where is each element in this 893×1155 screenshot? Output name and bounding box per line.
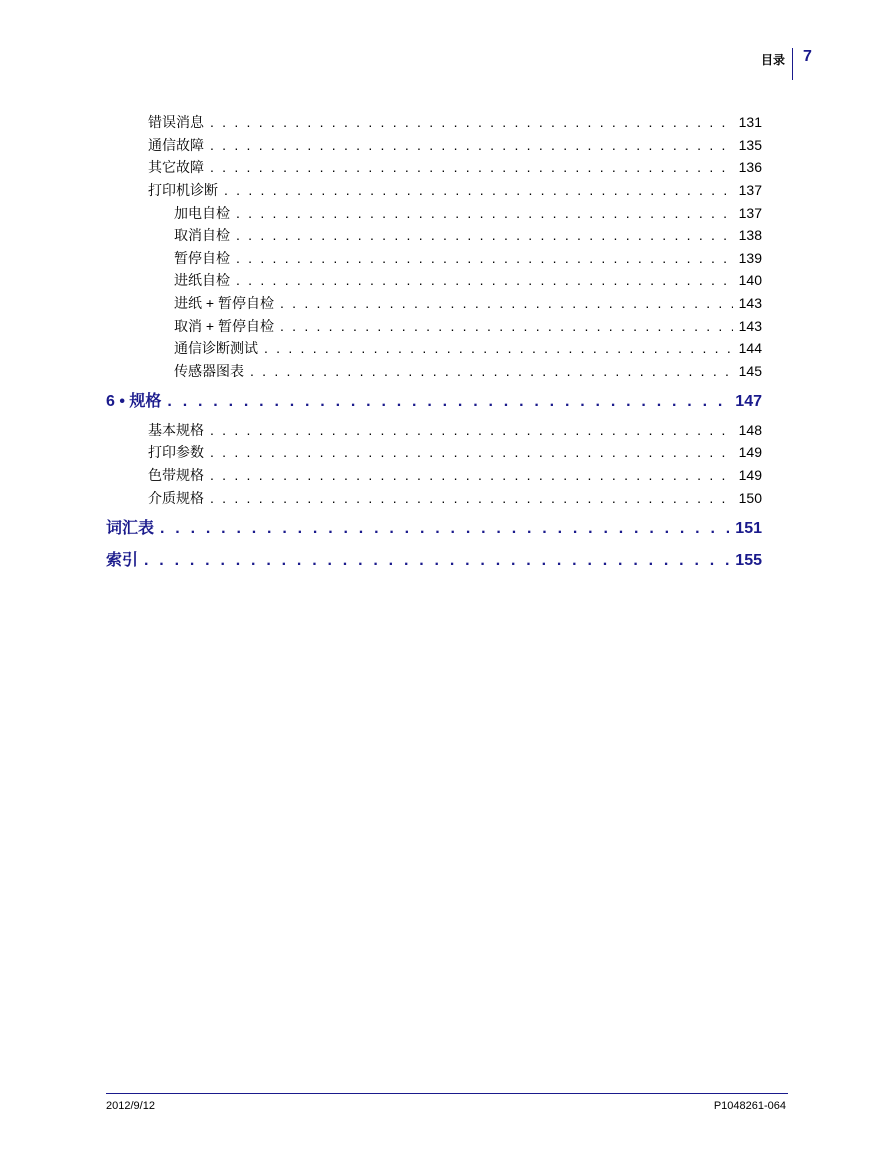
- header-page-number: 7: [803, 48, 812, 65]
- footer-divider: [106, 1093, 788, 1094]
- toc-entry-title: 基本规格: [148, 422, 204, 438]
- toc-entry-title: 通信诊断测试: [174, 340, 258, 356]
- toc-entry[interactable]: [148, 442, 762, 462]
- toc-chapter-entry[interactable]: [106, 391, 762, 413]
- toc-leader: [280, 293, 733, 313]
- toc-entry-title: 取消 + 暂停自检: [174, 318, 274, 334]
- toc-leader: [210, 442, 733, 462]
- header-section-title: 目录: [760, 53, 785, 67]
- toc-chapter-title: 词汇表: [106, 520, 155, 537]
- toc-entry-page: 137: [738, 182, 762, 198]
- toc-chapter-page: 155: [735, 552, 762, 569]
- toc-entry-page: 135: [738, 137, 762, 153]
- toc-entry[interactable]: [148, 488, 762, 508]
- toc-entry-title: 错误消息: [148, 114, 204, 130]
- toc-entry-title: 传感器图表: [174, 363, 244, 379]
- toc-chapter-page: 147: [735, 393, 762, 410]
- toc-entry-title: 进纸 + 暂停自检: [174, 295, 274, 311]
- toc-chapter-entry[interactable]: [106, 550, 762, 572]
- toc-entry-page: 138: [738, 227, 762, 243]
- toc-leader: [210, 157, 733, 177]
- toc-leader: [167, 391, 729, 413]
- header-divider: [792, 48, 793, 80]
- toc-entry-page: 149: [738, 467, 762, 483]
- toc-entry-title: 加电自检: [174, 205, 230, 221]
- toc-chapter-title: 6 • 规格: [106, 393, 162, 410]
- toc-entry-page: 149: [738, 444, 762, 460]
- toc-chapter-page: 151: [735, 520, 762, 537]
- toc-entry-page: 137: [738, 205, 762, 221]
- toc-entry-page: 144: [738, 340, 762, 356]
- toc-leader: [280, 316, 733, 336]
- toc-entry-page: 136: [738, 159, 762, 175]
- toc-leader: [236, 270, 733, 290]
- toc-entry-title: 打印机诊断: [148, 182, 218, 198]
- toc-entry[interactable]: [148, 157, 762, 177]
- toc-entry-page: 150: [738, 490, 762, 506]
- toc-entry[interactable]: [174, 248, 762, 268]
- toc-entry-page: 145: [738, 363, 762, 379]
- toc-entry-title: 打印参数: [148, 444, 204, 460]
- toc-leader: [210, 420, 733, 440]
- toc-entry-page: 143: [738, 318, 762, 334]
- toc-chapter-entry[interactable]: [106, 518, 762, 540]
- toc-leader: [264, 338, 733, 358]
- footer-date: 2012/9/12: [106, 1100, 155, 1112]
- toc-entry-title: 色带规格: [148, 467, 204, 483]
- toc-leader: [224, 180, 733, 200]
- toc-entry[interactable]: [174, 361, 762, 381]
- toc-entry[interactable]: [148, 180, 762, 200]
- toc-entry[interactable]: [174, 270, 762, 290]
- toc-leader: [144, 550, 729, 572]
- toc-leader: [250, 361, 733, 381]
- toc-entry[interactable]: [174, 225, 762, 245]
- toc-leader: [160, 518, 729, 540]
- toc-entry[interactable]: [148, 420, 762, 440]
- toc-entry[interactable]: [174, 203, 762, 223]
- toc-entry-page: 143: [738, 295, 762, 311]
- toc-leader: [236, 248, 733, 268]
- toc-entry[interactable]: [148, 465, 762, 485]
- footer-doc-number: P1048261-064: [713, 1100, 786, 1112]
- toc-leader: [210, 488, 733, 508]
- toc-entry-title: 通信故障: [148, 137, 204, 153]
- toc-entry[interactable]: [174, 316, 762, 336]
- toc-entry-page: 131: [738, 114, 762, 130]
- toc-entry-title: 暂停自检: [174, 250, 230, 266]
- toc-entry[interactable]: [174, 338, 762, 358]
- toc-entry-title: 介质规格: [148, 490, 204, 506]
- toc-entry[interactable]: [148, 135, 762, 155]
- toc-leader: [236, 203, 733, 223]
- toc-leader: [236, 225, 733, 245]
- toc-entry[interactable]: [148, 112, 762, 132]
- toc-entry-page: 148: [738, 422, 762, 438]
- toc-entry-page: 139: [738, 250, 762, 266]
- toc-entry-title: 其它故障: [148, 159, 204, 175]
- toc-entry[interactable]: [174, 293, 762, 313]
- toc-entry-title: 进纸自检: [174, 272, 230, 288]
- toc-entry-title: 取消自检: [174, 227, 230, 243]
- toc-entry-page: 140: [738, 272, 762, 288]
- toc-leader: [210, 135, 733, 155]
- toc-chapter-title: 索引: [106, 552, 139, 569]
- toc-leader: [210, 112, 733, 132]
- toc-leader: [210, 465, 733, 485]
